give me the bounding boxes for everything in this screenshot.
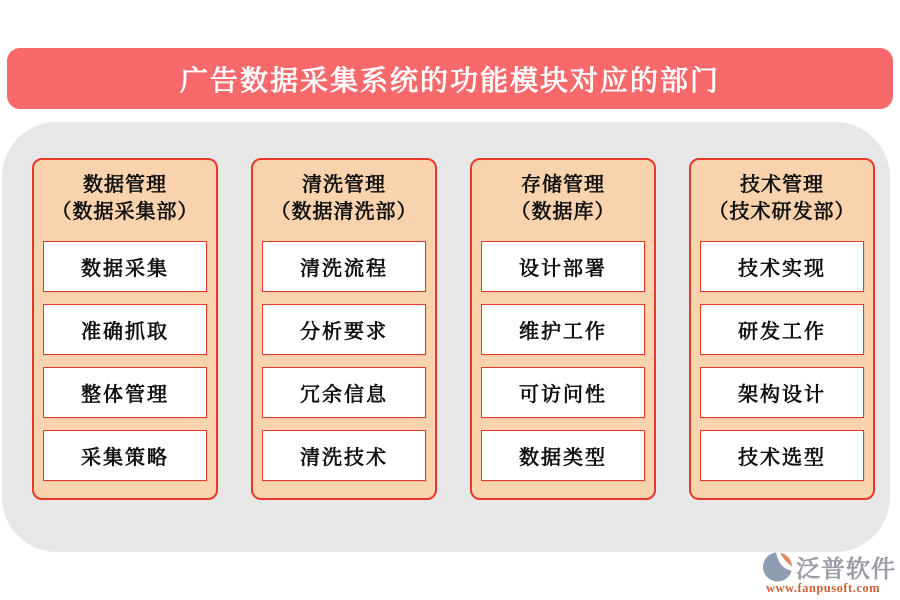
module-item: 清洗流程 xyxy=(262,241,426,292)
module-item: 设计部署 xyxy=(481,241,645,292)
module-item: 数据类型 xyxy=(481,430,645,481)
module-card-storage-management xyxy=(470,158,656,500)
brand-name: 泛普软件 xyxy=(796,557,896,583)
module-item: 可访问性 xyxy=(481,367,645,418)
page-title-banner xyxy=(7,48,893,109)
module-item: 架构设计 xyxy=(700,367,864,418)
brand-logo xyxy=(750,549,896,596)
module-item: 整体管理 xyxy=(43,367,207,418)
module-item: 准确抓取 xyxy=(43,304,207,355)
card-title: 数据管理 xyxy=(83,174,167,196)
card-department: （数据采集部） xyxy=(51,201,199,223)
module-item: 采集策略 xyxy=(43,430,207,481)
card-department: （数据清洗部） xyxy=(270,201,418,223)
module-card-data-management xyxy=(32,158,218,500)
card-items xyxy=(472,241,654,481)
card-title: 存储管理 xyxy=(521,174,605,196)
module-item: 冗余信息 xyxy=(262,367,426,418)
module-item: 分析要求 xyxy=(262,304,426,355)
module-item: 数据采集 xyxy=(43,241,207,292)
card-items xyxy=(34,241,216,481)
module-card-technology-management xyxy=(689,158,875,500)
page-title: 广告数据采集系统的功能模块对应的部门 xyxy=(179,65,720,97)
brand-url: www.fanpusoft.com xyxy=(765,581,881,595)
module-item: 清洗技术 xyxy=(262,430,426,481)
module-item: 技术实现 xyxy=(700,241,864,292)
card-header xyxy=(691,172,873,226)
module-item: 研发工作 xyxy=(700,304,864,355)
module-item: 技术选型 xyxy=(700,430,864,481)
fanpu-logo-icon xyxy=(762,551,794,583)
module-item: 维护工作 xyxy=(481,304,645,355)
card-header xyxy=(253,172,435,226)
card-header xyxy=(34,172,216,226)
card-department: （数据库） xyxy=(510,201,616,223)
card-items xyxy=(253,241,435,481)
card-items xyxy=(691,241,873,481)
card-department: （技术研发部） xyxy=(708,201,856,223)
card-title: 技术管理 xyxy=(740,174,824,196)
module-card-cleaning-management xyxy=(251,158,437,500)
card-header xyxy=(472,172,654,226)
card-title: 清洗管理 xyxy=(302,174,386,196)
